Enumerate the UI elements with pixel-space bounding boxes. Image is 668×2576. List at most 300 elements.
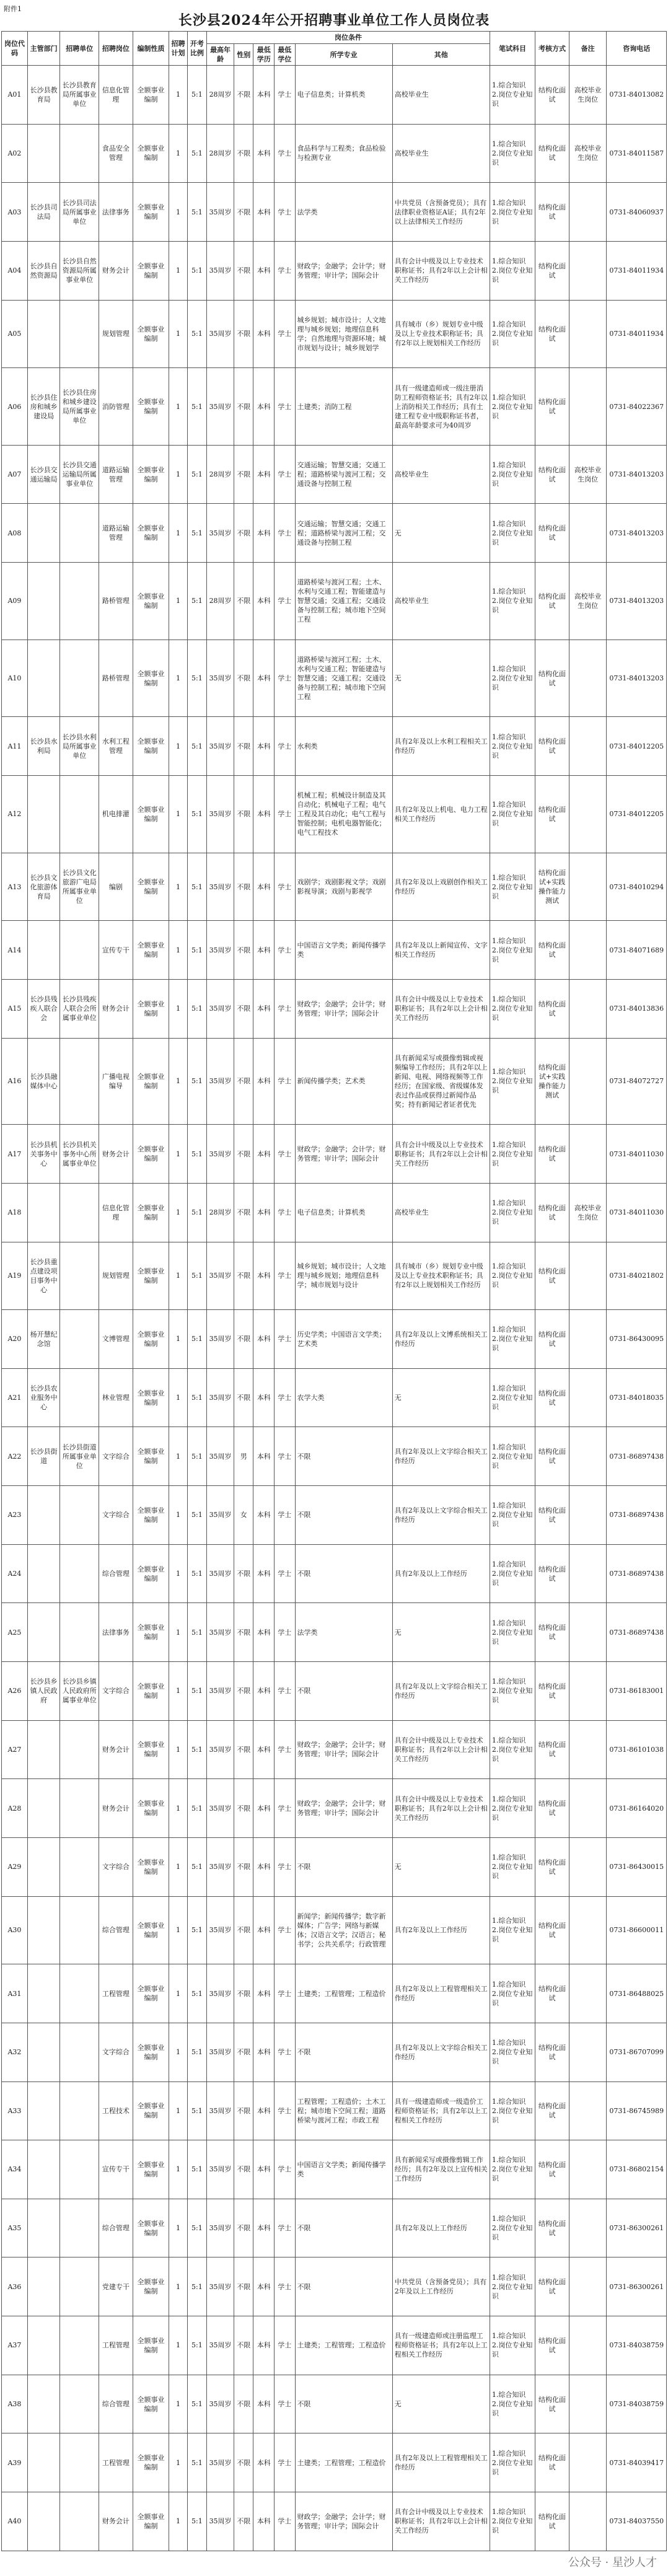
- table-cell: 土建类；消防工程: [295, 368, 392, 446]
- table-cell: 不限: [234, 2081, 253, 2140]
- table-cell: A31: [2, 1964, 28, 2023]
- table-cell: [60, 1603, 99, 1662]
- table-cell: 具有会计中级及以上专业技术职称证书；具有2年以上会计相关工作经历: [392, 1125, 490, 1184]
- table-cell: 长沙县住房和城乡建设局: [27, 368, 59, 446]
- table-cell: 1.综合知识 2.岗位专业知识: [490, 1662, 535, 1721]
- table-cell: 5:1: [187, 1662, 206, 1721]
- table-cell: 文字综合: [99, 1486, 133, 1545]
- header-group-conditions: 岗位条件: [207, 32, 490, 44]
- table-cell: 5:1: [187, 1368, 206, 1427]
- table-cell: 不限: [234, 66, 253, 125]
- table-cell: [27, 2316, 59, 2375]
- table-cell: 1.综合知识 2.岗位专业知识: [490, 2492, 535, 2551]
- table-cell: 财务会计: [99, 979, 133, 1038]
- table-cell: [569, 1662, 607, 1721]
- table-cell: [569, 1038, 607, 1125]
- table-cell: 1: [169, 979, 187, 1038]
- table-cell: [569, 504, 607, 563]
- table-cell: 0731-86488025: [607, 1964, 667, 2023]
- table-cell: 35周岁: [207, 921, 234, 980]
- table-cell: 本科: [253, 2257, 275, 2316]
- table-cell: 工程管理: [99, 2316, 133, 2375]
- table-cell: 全额事业编制: [133, 1486, 169, 1545]
- table-cell: 1: [169, 1779, 187, 1838]
- table-cell: 5:1: [187, 1896, 206, 1964]
- table-cell: 1.综合知识 2.岗位专业知识: [490, 1964, 535, 2023]
- table-row: [2, 2433, 667, 2492]
- table-cell: 不限: [234, 1837, 253, 1896]
- table-cell: 学士: [275, 2257, 296, 2316]
- table-cell: A23: [2, 1486, 28, 1545]
- table-cell: [60, 640, 99, 717]
- table-cell: 文字综合: [99, 1837, 133, 1896]
- table-cell: A35: [2, 2199, 28, 2257]
- table-cell: [60, 1310, 99, 1369]
- table-row: [2, 368, 667, 446]
- table-cell: 长沙县农业服务中心: [27, 1368, 59, 1427]
- table-row: [2, 1662, 667, 1721]
- table-cell: 路桥管理: [99, 563, 133, 640]
- table-cell: 1: [169, 504, 187, 563]
- table-cell: [60, 2375, 99, 2433]
- table-cell: 结构化面试: [535, 504, 569, 563]
- header-cell: 招聘单位: [60, 32, 99, 66]
- table-cell: [569, 1603, 607, 1662]
- table-row: [2, 504, 667, 563]
- table-cell: A38: [2, 2375, 28, 2433]
- table-cell: 全额事业编制: [133, 1368, 169, 1427]
- table-cell: [27, 921, 59, 980]
- table-cell: 1: [169, 1310, 187, 1369]
- table-cell: [27, 776, 59, 853]
- table-cell: 机械工程；机械设计制造及其自动化；机械电子工程；电气工程及其自动化；电气工程与智能控制；电机电器智能化；电气工程技术: [295, 776, 392, 853]
- table-cell: [569, 1720, 607, 1779]
- table-cell: 5:1: [187, 640, 206, 717]
- table-cell: A33: [2, 2081, 28, 2140]
- table-cell: 28周岁: [207, 1183, 234, 1242]
- table-cell: [27, 124, 59, 183]
- table-cell: 全额事业编制: [133, 2316, 169, 2375]
- table-cell: 不限: [234, 1603, 253, 1662]
- table-cell: A13: [2, 853, 28, 921]
- table-cell: 0731-84018035: [607, 1368, 667, 1427]
- table-cell: 0731-84013836: [607, 979, 667, 1038]
- table-cell: [60, 2199, 99, 2257]
- table-cell: 1.综合知识 2.岗位专业知识: [490, 2140, 535, 2199]
- table-row: [2, 717, 667, 776]
- table-cell: 土建类；工程管理；工程造价: [295, 2316, 392, 2375]
- header-cell: 笔试科目: [490, 32, 535, 66]
- table-cell: 5:1: [187, 300, 206, 368]
- table-cell: 1.综合知识 2.岗位专业知识: [490, 504, 535, 563]
- table-cell: 道路运输管理: [99, 445, 133, 504]
- table-cell: [569, 1125, 607, 1184]
- table-cell: 35周岁: [207, 2140, 234, 2199]
- table-cell: 全额事业编制: [133, 1038, 169, 1125]
- table-cell: 0731-86745989: [607, 2081, 667, 2140]
- table-cell: 具有2年及以上工作经历: [392, 2199, 490, 2257]
- table-cell: 35周岁: [207, 1368, 234, 1427]
- table-row: [2, 300, 667, 368]
- table-cell: 35周岁: [207, 1720, 234, 1779]
- table-cell: 28周岁: [207, 445, 234, 504]
- table-cell: 35周岁: [207, 1038, 234, 1125]
- table-cell: 本科: [253, 1964, 275, 2023]
- table-cell: 1: [169, 2492, 187, 2551]
- table-cell: A29: [2, 1837, 28, 1896]
- table-cell: 学士: [275, 1486, 296, 1545]
- table-cell: 1: [169, 1183, 187, 1242]
- table-cell: 结构化面试: [535, 921, 569, 980]
- table-cell: 学士: [275, 1779, 296, 1838]
- table-cell: 0731-84022367: [607, 368, 667, 446]
- table-cell: 5:1: [187, 921, 206, 980]
- attachment-label: 附件1: [4, 5, 22, 13]
- table-row: [2, 124, 667, 183]
- table-cell: 结构化面试: [535, 2199, 569, 2257]
- table-cell: 本科: [253, 1544, 275, 1603]
- table-cell: 中国语言文学类；新闻传播学类: [295, 2140, 392, 2199]
- table-cell: 学士: [275, 2492, 296, 2551]
- table-cell: 具有2年及以上文字综合相关工作经历: [392, 1486, 490, 1545]
- table-cell: 法学类: [295, 183, 392, 242]
- table-cell: A27: [2, 1720, 28, 1779]
- table-cell: 本科: [253, 563, 275, 640]
- table-cell: 学士: [275, 2081, 296, 2140]
- table-cell: 1.综合知识 2.岗位专业知识: [490, 2081, 535, 2140]
- table-cell: [60, 2140, 99, 2199]
- table-cell: 信息化管理: [99, 1183, 133, 1242]
- table-cell: 无: [392, 1837, 490, 1896]
- table-cell: 女: [234, 1486, 253, 1545]
- table-cell: 具有2年及以上文博系统相关工作经历: [392, 1310, 490, 1369]
- table-cell: 0731-84011934: [607, 241, 667, 300]
- table-cell: 不限: [234, 2492, 253, 2551]
- table-cell: A28: [2, 1779, 28, 1838]
- table-cell: 结构化面试: [535, 241, 569, 300]
- table-cell: 不限: [234, 183, 253, 242]
- table-cell: 本科: [253, 1603, 275, 1662]
- table-row: [2, 1837, 667, 1896]
- table-cell: A08: [2, 504, 28, 563]
- table-row: [2, 1368, 667, 1427]
- table-cell: 学士: [275, 124, 296, 183]
- table-cell: 结构化面试: [535, 979, 569, 1038]
- header-cell: 最高年龄: [207, 44, 234, 66]
- table-cell: 结构化面试: [535, 563, 569, 640]
- table-cell: [60, 2257, 99, 2316]
- table-cell: 学士: [275, 776, 296, 853]
- table-cell: 学士: [275, 1242, 296, 1310]
- table-cell: [60, 1544, 99, 1603]
- table-cell: 5:1: [187, 1837, 206, 1896]
- header-cell: 考核方式: [535, 32, 569, 66]
- table-cell: 不限: [295, 2023, 392, 2081]
- table-cell: 长沙县机关事务中心: [27, 1125, 59, 1184]
- table-cell: 道路桥梁与渡河工程；土木、水利与交通工程；智能建造与智慧交通；交通工程；交通设备与控制工程；城市地下空间工程: [295, 640, 392, 717]
- table-cell: 1: [169, 2316, 187, 2375]
- table-cell: 1.综合知识 2.岗位专业知识: [490, 717, 535, 776]
- table-cell: 财政学；金融学；会计学；财务管理；审计学；国际会计: [295, 2492, 392, 2551]
- table-cell: [27, 1544, 59, 1603]
- table-cell: 0731-86164020: [607, 1779, 667, 1838]
- table-cell: 0731-84071689: [607, 921, 667, 980]
- table-cell: 结构化面试+实践操作能力测试: [535, 853, 569, 921]
- table-cell: 本科: [253, 2023, 275, 2081]
- table-cell: 长沙县融媒体中心: [27, 1038, 59, 1125]
- table-cell: 35周岁: [207, 300, 234, 368]
- table-cell: 0731-86183001: [607, 1662, 667, 1721]
- table-cell: 学士: [275, 1720, 296, 1779]
- table-cell: 5:1: [187, 2316, 206, 2375]
- table-cell: 全额事业编制: [133, 2433, 169, 2492]
- table-cell: 1: [169, 2023, 187, 2081]
- table-cell: 具有一级建造师或注册监理工程师资格证书；具有2年以上工程相关工作经历: [392, 2316, 490, 2375]
- table-row: [2, 1964, 667, 2023]
- table-cell: A21: [2, 1368, 28, 1427]
- table-cell: 本科: [253, 1368, 275, 1427]
- table-cell: 0731-84021802: [607, 1242, 667, 1310]
- table-cell: 0731-86897438: [607, 1544, 667, 1603]
- table-cell: [60, 1964, 99, 2023]
- table-cell: [569, 1779, 607, 1838]
- table-cell: 0731-84010294: [607, 853, 667, 921]
- header-cell: 开考比例: [187, 32, 206, 66]
- table-cell: 本科: [253, 717, 275, 776]
- table-cell: 不限: [295, 1427, 392, 1486]
- table-cell: 不限: [234, 1125, 253, 1184]
- table-cell: [569, 640, 607, 717]
- table-cell: 具有城市（乡）规划专业中级及以上专业技术职称证书；具有2年以上规划相关工作经历: [392, 1242, 490, 1310]
- table-cell: 不限: [234, 979, 253, 1038]
- table-cell: 结构化面试+实践操作能力测试: [535, 1038, 569, 1125]
- table-cell: A25: [2, 1603, 28, 1662]
- table-cell: 不限: [234, 2316, 253, 2375]
- table-cell: [60, 2433, 99, 2492]
- table-cell: 1.综合知识 2.岗位专业知识: [490, 183, 535, 242]
- table-cell: 无: [392, 1368, 490, 1427]
- table-cell: 机电排灌: [99, 776, 133, 853]
- table-cell: 全额事业编制: [133, 640, 169, 717]
- table-cell: 无: [392, 504, 490, 563]
- table-cell: 具有2年及以上工作经历: [392, 1544, 490, 1603]
- table-cell: 不限: [295, 2199, 392, 2257]
- table-cell: 1: [169, 717, 187, 776]
- table-cell: 土建类；工程管理；工程造价: [295, 1964, 392, 2023]
- table-cell: 结构化面试: [535, 66, 569, 125]
- table-cell: 规划管理: [99, 1242, 133, 1310]
- table-cell: 长沙县教育局所属事业单位: [60, 66, 99, 125]
- table-cell: 5:1: [187, 776, 206, 853]
- table-cell: 1: [169, 368, 187, 446]
- table-cell: 全额事业编制: [133, 2492, 169, 2551]
- table-cell: 全额事业编制: [133, 504, 169, 563]
- table-cell: 35周岁: [207, 1662, 234, 1721]
- table-cell: 宣传专干: [99, 921, 133, 980]
- table-cell: 5:1: [187, 504, 206, 563]
- table-cell: 具有新闻采写或摄像剪辑或视频编导工作经历；具有2年以上新闻、电视、网络视频等工作经历；在国家级、省级媒体发表过作品或获得过新闻作品奖；持有新闻记者证者优先: [392, 1038, 490, 1125]
- table-cell: 全额事业编制: [133, 2140, 169, 2199]
- table-cell: [60, 300, 99, 368]
- table-cell: 结构化面试: [535, 2081, 569, 2140]
- table-cell: 35周岁: [207, 1603, 234, 1662]
- table-cell: 具有一级建造师或一级造价工程师资格证书；具有2年以上工程相关工作经历: [392, 2081, 490, 2140]
- table-cell: [27, 1779, 59, 1838]
- table-cell: [60, 1368, 99, 1427]
- table-cell: 结构化面试: [535, 1662, 569, 1721]
- table-cell: 35周岁: [207, 1427, 234, 1486]
- table-cell: 1.综合知识 2.岗位专业知识: [490, 1310, 535, 1369]
- table-cell: [569, 717, 607, 776]
- table-cell: 5:1: [187, 2140, 206, 2199]
- table-cell: 长沙县机关事务中心所属事业单位: [60, 1125, 99, 1184]
- table-cell: [60, 1896, 99, 1964]
- table-cell: 5:1: [187, 66, 206, 125]
- table-cell: 新闻学；新闻传播学；数字新媒体；广告学；网络与新媒体；汉语言文学；汉语言；秘书学；公共关系学；行政管理: [295, 1896, 392, 1964]
- table-cell: 高校毕业生岗位: [569, 124, 607, 183]
- table-cell: 信息化管理: [99, 66, 133, 125]
- table-cell: 学士: [275, 1125, 296, 1184]
- table-cell: [27, 2081, 59, 2140]
- table-cell: 学士: [275, 2199, 296, 2257]
- table-cell: 全额事业编制: [133, 921, 169, 980]
- table-cell: 学士: [275, 66, 296, 125]
- table-cell: 1.综合知识 2.岗位专业知识: [490, 921, 535, 980]
- table-cell: 具有会计中级及以上专业技术职称证书；具有2年以上会计相关工作经历: [392, 1779, 490, 1838]
- table-cell: A24: [2, 1544, 28, 1603]
- table-cell: 具有会计中级及以上专业技术职称证书；具有2年以上会计相关工作经历: [392, 241, 490, 300]
- table-cell: 本科: [253, 776, 275, 853]
- table-cell: 1: [169, 1486, 187, 1545]
- table-cell: 长沙县水利局: [27, 717, 59, 776]
- table-cell: 学士: [275, 717, 296, 776]
- table-cell: 结构化面试: [535, 1544, 569, 1603]
- table-cell: [569, 1486, 607, 1545]
- table-cell: 1: [169, 1837, 187, 1896]
- table-cell: 具有2年及以上文字综合相关工作经历: [392, 1662, 490, 1721]
- table-cell: 35周岁: [207, 979, 234, 1038]
- table-cell: 结构化面试: [535, 1427, 569, 1486]
- table-cell: 全额事业编制: [133, 563, 169, 640]
- table-cell: 电子信息类；计算机类: [295, 66, 392, 125]
- table-cell: 1.综合知识 2.岗位专业知识: [490, 1125, 535, 1184]
- table-cell: [60, 124, 99, 183]
- table-cell: [27, 2023, 59, 2081]
- table-cell: 1.综合知识 2.岗位专业知识: [490, 853, 535, 921]
- table-cell: 长沙县乡镇人民政府所属事业单位: [60, 1662, 99, 1721]
- table-cell: A32: [2, 2023, 28, 2081]
- table-row: [2, 2492, 667, 2551]
- table-cell: 党建专干: [99, 2257, 133, 2316]
- table-cell: A14: [2, 921, 28, 980]
- table-cell: 不限: [234, 1720, 253, 1779]
- table-cell: 0731-86600011: [607, 1896, 667, 1964]
- table-cell: 不限: [234, 2199, 253, 2257]
- table-cell: 全额事业编制: [133, 717, 169, 776]
- table-cell: 5:1: [187, 2433, 206, 2492]
- table-cell: A18: [2, 1183, 28, 1242]
- table-row: [2, 2375, 667, 2433]
- table-cell: 1: [169, 445, 187, 504]
- table-cell: 土建类；工程管理；工程造价: [295, 2433, 392, 2492]
- table-cell: 学士: [275, 2023, 296, 2081]
- table-row: [2, 183, 667, 242]
- table-cell: 0731-84011934: [607, 300, 667, 368]
- table-cell: 5:1: [187, 2081, 206, 2140]
- table-cell: [27, 2199, 59, 2257]
- table-cell: 1: [169, 1603, 187, 1662]
- table-row: [2, 1427, 667, 1486]
- table-row: [2, 776, 667, 853]
- header-cell: 最低学位: [275, 44, 296, 66]
- table-cell: 长沙县文化旅游体育局: [27, 853, 59, 921]
- table-cell: A01: [2, 66, 28, 125]
- table-cell: 路桥管理: [99, 640, 133, 717]
- table-cell: [60, 1183, 99, 1242]
- table-cell: 全额事业编制: [133, 300, 169, 368]
- table-cell: 0731-86897438: [607, 1486, 667, 1545]
- table-cell: 35周岁: [207, 1779, 234, 1838]
- table-cell: 不限: [234, 445, 253, 504]
- table-cell: 不限: [234, 776, 253, 853]
- table-cell: 具有2年及以上戏剧创作相关工作经历: [392, 853, 490, 921]
- table-cell: 1.综合知识 2.岗位专业知识: [490, 300, 535, 368]
- table-cell: 28周岁: [207, 563, 234, 640]
- table-cell: 5:1: [187, 1603, 206, 1662]
- table-row: [2, 2023, 667, 2081]
- table-cell: [569, 300, 607, 368]
- table-row: [2, 1779, 667, 1838]
- table-cell: 35周岁: [207, 1310, 234, 1369]
- table-cell: 本科: [253, 504, 275, 563]
- table-cell: 5:1: [187, 979, 206, 1038]
- table-row: [2, 2199, 667, 2257]
- table-cell: 0731-84011030: [607, 1183, 667, 1242]
- table-cell: [27, 563, 59, 640]
- table-cell: [27, 2257, 59, 2316]
- table-cell: [60, 776, 99, 853]
- table-cell: 学士: [275, 563, 296, 640]
- table-cell: [27, 640, 59, 717]
- table-cell: 35周岁: [207, 717, 234, 776]
- table-cell: 城乡规划；城市设计；人文地理与城乡规划；地理信息科学；城市规划与设计: [295, 1242, 392, 1310]
- table-row: [2, 2140, 667, 2199]
- table-cell: 35周岁: [207, 2433, 234, 2492]
- table-cell: 文字综合: [99, 1662, 133, 1721]
- table-cell: 具有2年及以上机电、电力工程相关工作经历: [392, 776, 490, 853]
- table-cell: 5:1: [187, 1544, 206, 1603]
- positions-table-body: [2, 66, 667, 2551]
- table-cell: 1.综合知识 2.岗位专业知识: [490, 1183, 535, 1242]
- table-row: [2, 979, 667, 1038]
- table-cell: 结构化面试: [535, 2257, 569, 2316]
- table-cell: 水利工程管理: [99, 717, 133, 776]
- table-cell: 35周岁: [207, 504, 234, 563]
- table-cell: 长沙县街道所属事业单位: [60, 1427, 99, 1486]
- table-cell: 1.综合知识 2.岗位专业知识: [490, 445, 535, 504]
- table-cell: [569, 2492, 607, 2551]
- table-cell: 本科: [253, 66, 275, 125]
- table-cell: 具有会计中级及以上专业技术职称证书；具有2年以上会计相关工作经历: [392, 2492, 490, 2551]
- table-cell: [60, 921, 99, 980]
- table-cell: 道路运输管理: [99, 504, 133, 563]
- table-cell: A15: [2, 979, 28, 1038]
- table-cell: 学士: [275, 1183, 296, 1242]
- table-cell: 不限: [234, 640, 253, 717]
- table-cell: 不限: [234, 2433, 253, 2492]
- table-cell: 1.综合知识 2.岗位专业知识: [490, 1837, 535, 1896]
- table-cell: 1.综合知识 2.岗位专业知识: [490, 1242, 535, 1310]
